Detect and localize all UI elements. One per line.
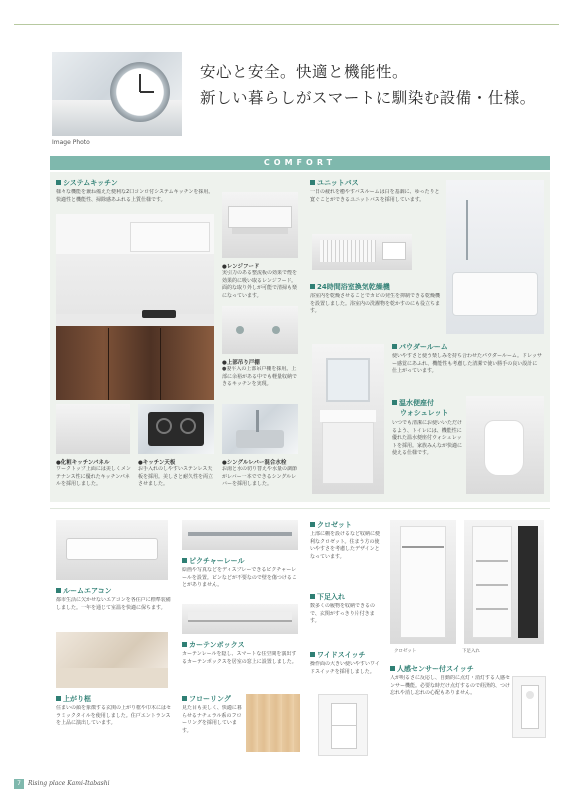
image-caption: Image Photo bbox=[52, 139, 90, 146]
shoes-caption: 下足入れ bbox=[462, 649, 480, 654]
shoes-desc: 数多くの履物を収納できるので、玄関がすっきり片付きます。 bbox=[310, 603, 376, 624]
picture-rail-desc: 絵画や写真などをディスプレーできるピクチャーレールを設置。ピンなどが不要なので壁を傷つけることがありません。 bbox=[182, 567, 297, 588]
aircon-title: ルームエアコン bbox=[56, 586, 112, 596]
flooring-desc: 見た目も美しく、快適に暮らせるナチュラル系のフローリングを採用しています。 bbox=[182, 705, 242, 734]
shoes-photo bbox=[464, 520, 544, 644]
kitchen-desc: 様々な機能を兼ね備えた便利な2口コンロ付システムキッチンを採用。快適性と機能性、掃除感あふれる上質仕様です。 bbox=[56, 189, 214, 203]
header-image bbox=[52, 52, 182, 136]
upper-cabinet-desc: ●妻平入の上部吊戸棚を採用。上部に余裕がある中でも軽量収納できるキッチンを実現。 bbox=[222, 366, 298, 387]
worktop-title: ●キッチン天板 bbox=[138, 460, 176, 466]
powder-title: パウダールーム bbox=[392, 342, 448, 352]
upper-cabinet-title: ●上部吊り戸棚 bbox=[222, 360, 260, 366]
curtain-box-desc: カーテンレールを隠し、スマートな住空間を演出するカーテンボックスを居室の窓上に設置しました。 bbox=[182, 651, 297, 665]
flooring-photo bbox=[246, 694, 300, 752]
toilet-title-2: ウォシュレット bbox=[400, 409, 449, 417]
unit-bath-title: ユニットバス bbox=[310, 178, 359, 188]
flooring-title: フローリング bbox=[182, 694, 231, 704]
dryer-desc: 浴室内を乾燥させることでカビの発生を抑制できる乾燥機を設置しました。浴室内の洗濯物を乾かすのにも役立ちます。 bbox=[310, 293, 440, 314]
toilet-desc: いつでも清潔にお使いいただけるよう、トイレには、機能性に優れた温水便座付ウォシュレットを採用。家族みんなが快適に使える仕様です。 bbox=[392, 420, 462, 456]
agari-title: 上がり框 bbox=[56, 694, 91, 704]
dryer-photo bbox=[312, 234, 412, 270]
picture-rail-title: ピクチャーレール bbox=[182, 556, 245, 566]
closet-caption: クロゼット bbox=[394, 649, 417, 654]
range-hood-desc: 実引力のある整流板の効果で煙を効果的に吸い取るレンジフード。面的な取り外しが可能で清掃も楽になっています。 bbox=[222, 270, 298, 299]
agari-photo bbox=[56, 632, 168, 688]
closet-desc: 上部に棚を設けるなど収納に便利なクロゼット。住まう方の使いやすさを考慮したデザインとなっています。 bbox=[310, 531, 381, 560]
sensor-switch-title: 人感センサー付スイッチ bbox=[390, 664, 474, 674]
wide-switch-desc: 操作面の大きい使いやすいワイドスイッチを採用しました。 bbox=[310, 661, 380, 675]
range-hood-photo bbox=[222, 192, 298, 258]
agari-desc: 住まいの顔を象徴する玄関の上がり框や巾木にはセラミックタイルを使用しました。住戸エントランスを上品に演出しています。 bbox=[56, 705, 172, 726]
headline-2: 新しい暮らしがスマートに馴染む設備・仕様。 bbox=[200, 89, 536, 107]
kitchen-panel-desc: ワークトップ上面には美しくメンテナンス性に優れたキッチンパネルを採用しました。 bbox=[56, 466, 131, 487]
sensor-switch-photo bbox=[512, 676, 546, 738]
vanity-photo bbox=[312, 344, 384, 494]
faucet-desc: お湯と水の切り替えや水量の調節がレバー一本でできるシングルレバーを採用しました。 bbox=[222, 466, 298, 487]
worktop-photo bbox=[138, 404, 214, 454]
shoes-title: 下足入れ bbox=[310, 592, 345, 602]
footer-text: Rising place Kami-Itabashi bbox=[28, 780, 110, 787]
upper-cabinet-photo bbox=[222, 306, 298, 354]
comfort-band: COMFORT bbox=[50, 156, 550, 170]
headline-1: 安心と安全。快適と機能性。 bbox=[200, 63, 409, 81]
aircon-photo bbox=[56, 520, 168, 580]
worktop-desc: お手入れのしやすいステンレス天板を採用。美しさと耐久性を両立させました。 bbox=[138, 466, 214, 487]
sensor-switch-desc: 人が明るさに反応し、自動的に点灯・消灯する人感センサー機能。必要な時だけ点灯するので経済的、つけ忘れや消し忘れの心配もありません。 bbox=[390, 675, 510, 696]
faucet-title: ●シングルレバー混合水栓 bbox=[222, 460, 287, 466]
closet-photo bbox=[390, 520, 456, 644]
curtain-box-photo bbox=[182, 604, 298, 634]
aircon-desc: 都市生活に欠かせないエアコンを各住戸に標準装備しました。一年を通じて室温を快適に保ちます。 bbox=[56, 597, 171, 611]
closet-title: クロゼット bbox=[310, 520, 352, 530]
faucet-photo bbox=[222, 404, 298, 454]
wide-switch-photo bbox=[318, 694, 368, 756]
kitchen-title: システムキッチン bbox=[56, 178, 118, 188]
unit-bath-desc: 一日の疲れを癒やすバスルームは白を基調に、ゆったりと寛ぐことができるユニットバスを採用しています。 bbox=[310, 189, 440, 203]
wide-switch-title: ワイドスイッチ bbox=[310, 650, 365, 660]
powder-desc: 使いやすさと使う楽しみを持ち合わせたパウダールーム。ドレッサー感覚にあふれ、機能性も考慮した清潔で使い勝手の良い設計に仕上がっています。 bbox=[392, 353, 542, 374]
kitchen-panel-title: ●化粧キッチンパネル bbox=[56, 460, 110, 466]
top-rule bbox=[14, 24, 559, 25]
bathroom-photo bbox=[446, 180, 544, 334]
curtain-box-title: カーテンボックス bbox=[182, 640, 245, 650]
stove-icon bbox=[142, 310, 176, 318]
page-number: 7 bbox=[14, 779, 24, 789]
kitchen-photo bbox=[56, 214, 214, 400]
toilet-title: 温水便座付 bbox=[392, 398, 434, 408]
kitchen-panel-photo bbox=[56, 404, 130, 454]
toilet-photo bbox=[466, 396, 544, 494]
range-hood-title: ●レンジフード bbox=[222, 264, 260, 270]
picture-rail-photo bbox=[182, 520, 298, 550]
dryer-title: 24時間浴室換気乾燥機 bbox=[310, 282, 390, 292]
